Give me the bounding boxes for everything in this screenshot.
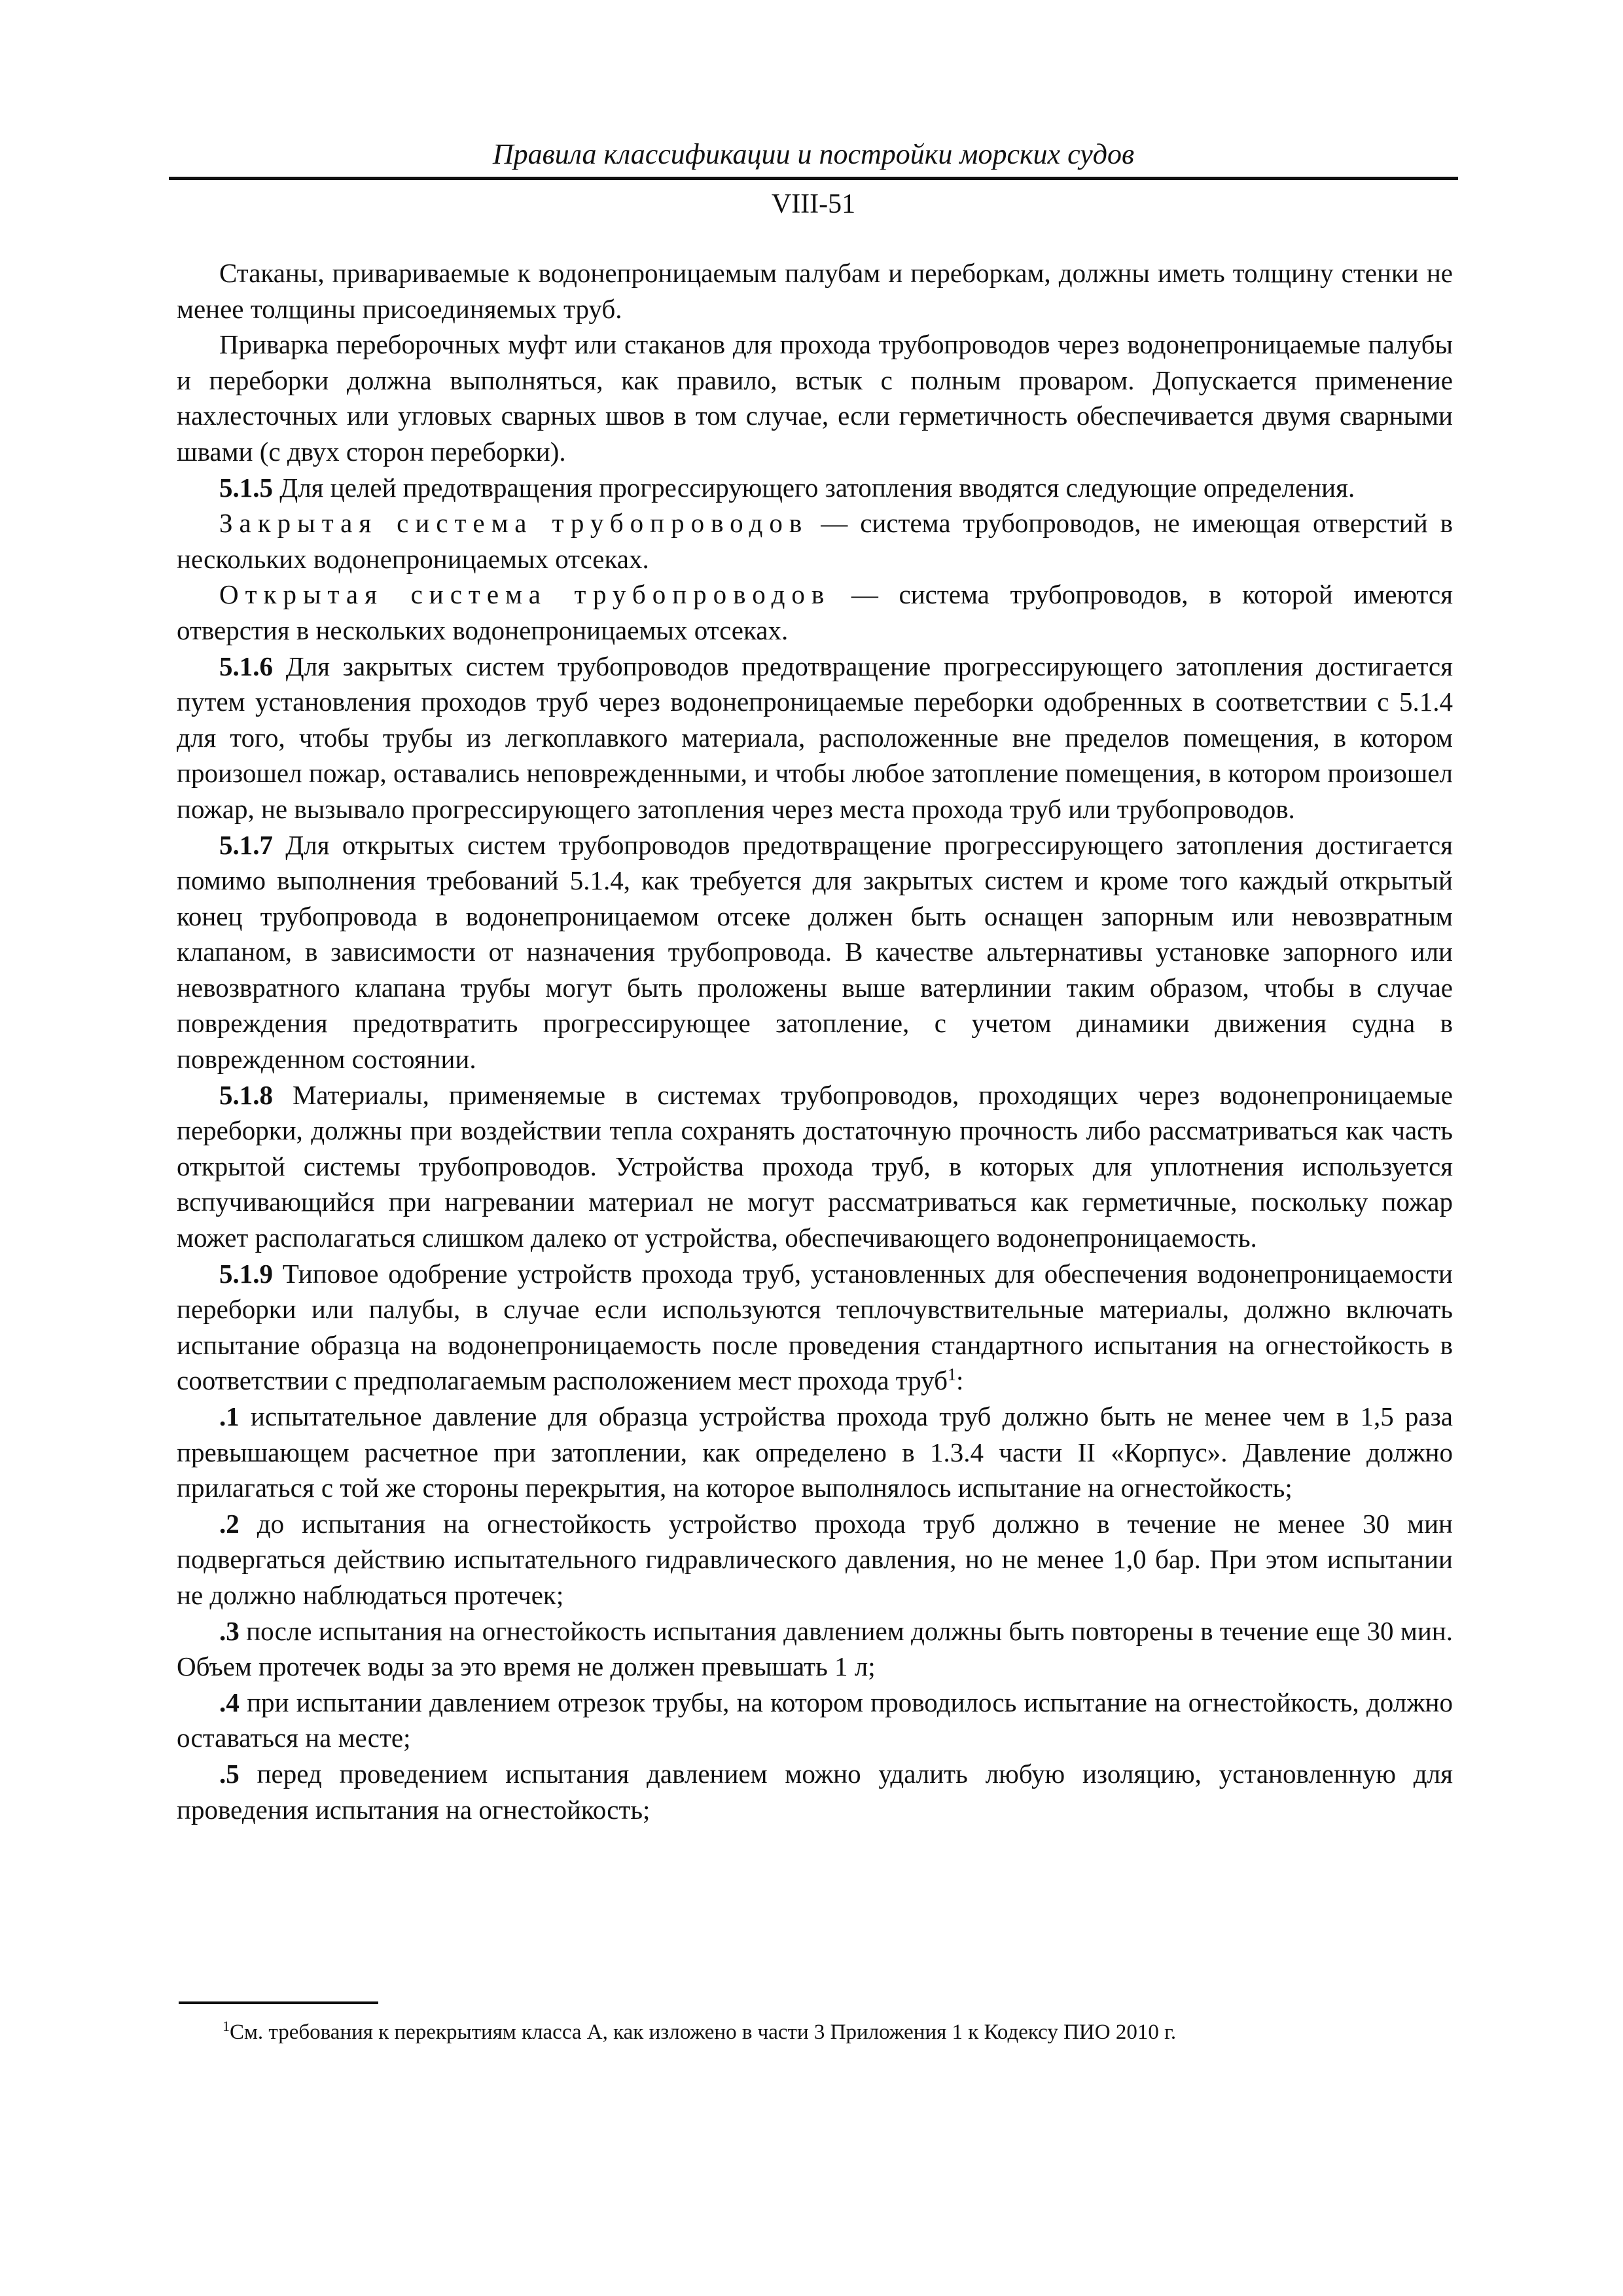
paragraph-text: Для целей предотвращения прогрессирующего затопления вводятся следующие определения.	[273, 472, 1355, 503]
paragraph	[177, 255, 1453, 327]
item-text: перед проведением испытания давлением можно удалить любую изоляцию, установленную для проведения испытания на огнестойкость;	[177, 1758, 1453, 1825]
footnote-rule	[179, 2001, 378, 2004]
item-number: .3	[219, 1615, 240, 1646]
clause-number: 5.1.6	[219, 651, 273, 681]
paragraph-text: Материалы, применяемые в системах трубопроводов, проходящих через водонепроницаемые переборки, должны при воздействии тепла сохранять достаточную прочность либо рассматриваться как часть открытой системы трубопроводов. Устройства прохода труб, в которых для уплотнения используется вспучивающийся при нагревании материал не могут рассматриваться как герметичные, поскольку пожар может располагаться слишком далеко от устройства, обеспечивающего водонепроницаемость.	[177, 1079, 1453, 1253]
list-item	[177, 1399, 1453, 1506]
item-text: испытательное давление для образца устройства прохода труб должно быть не менее чем в 1,5 раза превышающем расчетное при затоплении, как определено в 1.3.4 части II «Корпус». Давление должно прилагаться с той же стороны перекрытия, на которое выполнялось испытание на огнестойкость;	[177, 1401, 1453, 1503]
clause-number: 5.1.5	[219, 472, 273, 503]
paragraph-text: Для открытых систем трубопроводов предотвращение прогрессирующего затопления достигается помимо выполнения требований 5.1.4, как требуется для закрытых систем и кроме того каждый открытый конец трубопровода в водонепроницаемом отсеке должен быть оснащен запорным или невозвратным клапаном, в зависимости от назначения трубопровода. В качестве альтернативы установке запорного или невозвратного клапана трубы могут быть проложены выше ватерлинии таким образом, чтобы в случае повреждения предотвратить прогрессирующее затопление, с учетом динамики движения судна в поврежденном состоянии.	[177, 829, 1453, 1075]
paragraph-5-1-5	[177, 470, 1453, 506]
item-text: до испытания на огнестойкость устройство прохода труб должно в течение не менее 30 мин подвергаться действию испытательного гидравлического давления, но не менее 1,0 бар. При этом испытании не должно наблюдаться протечек;	[177, 1508, 1453, 1610]
clause-number: 5.1.9	[219, 1258, 273, 1289]
definition-closed-system	[177, 505, 1453, 577]
paragraph-text: Стаканы, привариваемые к водонепроницаемым палубам и переборкам, должны иметь толщину стенки не менее толщины присоединяемых труб.	[177, 258, 1453, 324]
definition-open-system	[177, 577, 1453, 648]
footnote-marker: 1	[223, 2018, 230, 2034]
list-item	[177, 1685, 1453, 1756]
paragraph-5-1-6	[177, 649, 1453, 827]
list-item	[177, 1613, 1453, 1685]
footnote	[223, 2017, 1453, 2047]
item-text: при испытании давлением отрезок трубы, на котором проводилось испытание на огнестойкость, должно оставаться на месте;	[177, 1687, 1453, 1753]
footnote-text: См. требования к перекрытиям класса А, как изложено в части 3 Приложения 1 к Кодексу ПИО 2010 г.	[230, 2020, 1177, 2044]
defined-term: Открытая система трубопроводов	[219, 579, 831, 610]
paragraph	[177, 327, 1453, 469]
paragraph-5-1-7	[177, 827, 1453, 1077]
footnote-reference[interactable]: 1	[948, 1365, 956, 1384]
clause-number: 5.1.7	[219, 829, 273, 860]
item-text: после испытания на огнестойкость испытания давлением должны быть повторены в течение еще 30 мин. Объем протечек воды за это время не должен превышать 1 л;	[177, 1615, 1453, 1682]
item-number: .5	[219, 1758, 240, 1789]
clause-number: 5.1.8	[219, 1079, 273, 1110]
running-header: Правила классификации и постройки морских судов	[492, 138, 1135, 170]
list-item	[177, 1756, 1453, 1827]
item-number: .2	[219, 1508, 240, 1539]
paragraph-5-1-9	[177, 1256, 1453, 1399]
item-number: .4	[219, 1687, 240, 1717]
header-rule	[169, 177, 1458, 180]
defined-term: Закрытая система трубопроводов	[219, 508, 809, 539]
paragraph-text: Типовое одобрение устройств прохода труб, установленных для обеспечения водонепроницаемости переборки или палубы, в случае если используются теплочувствительные материалы, должно включать испытание образца на водонепроницаемость после проведения стандартного испытания на огнестойкость в соответствии с предполагаемым расположением мест прохода труб	[177, 1258, 1453, 1396]
page-number: VIII-51	[771, 189, 856, 219]
body-text	[177, 255, 1453, 1827]
paragraph-text: Приварка переборочных муфт или стаканов для прохода трубопроводов через водонепроницаемые палубы и переборки должна выполняться, как правило, встык с полным проваром. Допускается применение нахлесточных или угловых сварных швов в том случае, если герметичность обеспечивается двумя сварными швами (с двух сторон переборки).	[177, 329, 1453, 467]
item-number: .1	[219, 1401, 240, 1431]
list-item	[177, 1506, 1453, 1613]
paragraph-text: — система трубопроводов, не имеющая отверстий в нескольких водонепроницаемых отсеках.	[177, 508, 1454, 574]
paragraph-text: — система трубопроводов, в которой имеются отверстия в нескольких водонепроницаемых отсеках.	[177, 579, 1453, 645]
paragraph-5-1-8	[177, 1077, 1453, 1256]
paragraph-text: Для закрытых систем трубопроводов предотвращение прогрессирующего затопления достигается путем установления проходов труб через водонепроницаемые переборки одобренных в соответствии с 5.1.4 для того, чтобы трубы из легкоплавкого материала, расположенные вне пределов помещения, в котором произошел пожар, оставались неповрежденными, и чтобы любое затопление помещения, в котором произошел пожар, не вызывало прогрессирующего затопления через места прохода труб или трубопроводов.	[177, 651, 1453, 824]
paragraph-text: :	[956, 1365, 964, 1396]
